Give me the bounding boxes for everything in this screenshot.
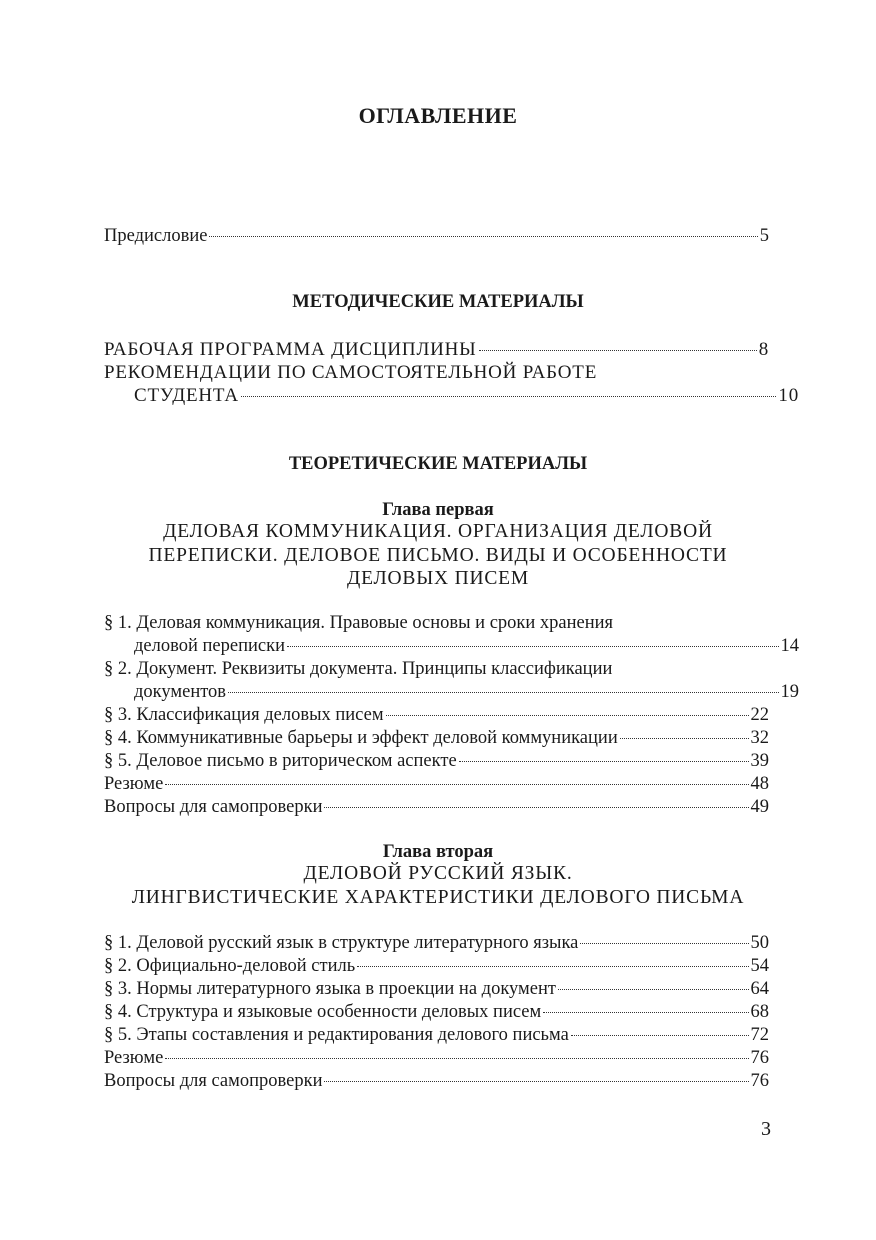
- chapter-title-line: ДЕЛОВЫХ ПИСЕМ: [346, 568, 530, 589]
- chapter-2-label: Глава вторая: [382, 842, 494, 862]
- page-number: 3: [761, 1118, 771, 1140]
- chapter-2-title: [0, 862, 876, 909]
- toc-entry-page: 76: [750, 1048, 769, 1068]
- toc-entry[interactable]: [104, 978, 769, 1001]
- toc-entry[interactable]: [104, 1047, 769, 1070]
- toc-entry-page: 32: [750, 728, 769, 748]
- toc-entry-text: Предисловие: [104, 226, 208, 246]
- toc-entry[interactable]: [104, 796, 769, 819]
- toc-entry-preface[interactable]: [104, 225, 769, 248]
- toc-entry[interactable]: [104, 1024, 769, 1047]
- toc-entry[interactable]: [104, 338, 769, 361]
- toc-entry-text: § 1. Деловой русский язык в структуре литературного языка: [104, 933, 579, 953]
- toc-entry-text: документов: [134, 682, 227, 702]
- toc-entry-text: СТУДЕНТА: [134, 385, 239, 406]
- section-heading-theoretical: ТЕОРЕТИЧЕСКИЕ МАТЕРИАЛЫ: [288, 454, 588, 474]
- toc-entry-page: 39: [750, 751, 769, 771]
- toc-entry[interactable]: [104, 955, 769, 978]
- section-heading-methodical: МЕТОДИЧЕСКИЕ МАТЕРИАЛЫ: [292, 292, 584, 312]
- toc-entry-text: Вопросы для самопроверки: [104, 797, 323, 817]
- toc-entry-text: § 2. Официально-деловой стиль: [104, 956, 356, 976]
- toc-entry[interactable]: [104, 727, 769, 750]
- toc-entry[interactable]: [104, 704, 769, 727]
- leader-dots: [580, 943, 748, 944]
- toc-entry-text: § 4. Коммуникативные барьеры и эффект деловой коммуникации: [104, 728, 618, 748]
- toc-entry-line1[interactable]: § 1. Деловая коммуникация. Правовые основы и сроки хранения: [104, 613, 614, 633]
- toc-entry-page: 64: [750, 979, 769, 999]
- chapter-title-line: ЛИНГВИСТИЧЕСКИЕ ХАРАКТЕРИСТИКИ ДЕЛОВОГО ПИСЬМА: [131, 886, 745, 908]
- toc-entry-text: РАБОЧАЯ ПРОГРАММА ДИСЦИПЛИНЫ: [104, 339, 477, 360]
- toc-entry-line2[interactable]: [104, 681, 799, 704]
- leader-dots: [165, 784, 748, 785]
- toc-entry-page: 72: [750, 1025, 769, 1045]
- toc-entry-page: 48: [750, 774, 769, 794]
- toc-entry[interactable]: [104, 773, 769, 796]
- leader-dots: [459, 761, 749, 762]
- leader-dots: [386, 715, 749, 716]
- toc-entry-text: § 3. Классификация деловых писем: [104, 705, 384, 725]
- leader-dots: [228, 692, 778, 693]
- leader-dots: [165, 1058, 748, 1059]
- toc-entry-page: 54: [750, 956, 769, 976]
- toc-entry-page: 19: [780, 682, 799, 702]
- toc-entry[interactable]: [104, 750, 769, 773]
- toc-entry-text: § 4. Структура и языковые особенности деловых писем: [104, 1002, 542, 1022]
- page-title: ОГЛАВЛЕНИЕ: [358, 103, 518, 128]
- toc-entry-page: 68: [750, 1002, 769, 1022]
- toc-entry-page: 8: [758, 339, 769, 360]
- toc-entry-text: § 3. Нормы литературного языка в проекции на документ: [104, 979, 556, 999]
- toc-entry-text: Резюме: [104, 1048, 164, 1068]
- toc-entry-page: 14: [780, 636, 799, 656]
- chapter-title-line: ПЕРЕПИСКИ. ДЕЛОВОЕ ПИСЬМО. ВИДЫ И ОСОБЕННОСТИ: [148, 544, 728, 566]
- leader-dots: [558, 989, 749, 990]
- toc-entry-text: деловой переписки: [134, 636, 285, 656]
- toc-entry-text: § 5. Этапы составления и редактирования делового письма: [104, 1025, 569, 1045]
- toc-entry-line2[interactable]: [104, 635, 799, 658]
- leader-dots: [543, 1012, 748, 1013]
- toc-entry-line2[interactable]: [104, 384, 799, 407]
- toc-entry-page: 22: [750, 705, 769, 725]
- leader-dots: [209, 236, 757, 237]
- leader-dots: [571, 1035, 749, 1036]
- leader-dots: [287, 646, 779, 647]
- toc-entry-page: 50: [750, 933, 769, 953]
- toc-entry-line1[interactable]: РЕКОМЕНДАЦИИ ПО САМОСТОЯТЕЛЬНОЙ РАБОТЕ: [104, 362, 598, 383]
- toc-entry[interactable]: [104, 932, 769, 955]
- chapter-title-line: ДЕЛОВАЯ КОММУНИКАЦИЯ. ОРГАНИЗАЦИЯ ДЕЛОВОЙ: [163, 521, 713, 542]
- toc-entry-text: § 5. Деловое письмо в риторическом аспекте: [104, 751, 457, 771]
- leader-dots: [324, 807, 748, 808]
- toc-entry-page: 10: [778, 385, 799, 406]
- chapter-1-label: Глава первая: [382, 500, 494, 520]
- chapter-1-title: [0, 520, 876, 591]
- toc-entry-line1[interactable]: § 2. Документ. Реквизиты документа. Принципы классификации: [104, 659, 613, 679]
- leader-dots: [241, 396, 777, 397]
- leader-dots: [620, 738, 749, 739]
- toc-entry-page: 5: [759, 226, 769, 246]
- toc-entry[interactable]: [104, 1001, 769, 1024]
- chapter-title-line: ДЕЛОВОЙ РУССКИЙ ЯЗЫК.: [303, 863, 573, 884]
- toc-entry-text: Вопросы для самопроверки: [104, 1071, 323, 1091]
- toc-entry-text: Резюме: [104, 774, 164, 794]
- toc-entry-page: 76: [750, 1071, 769, 1091]
- toc-entry[interactable]: [104, 1070, 769, 1093]
- leader-dots: [324, 1081, 748, 1082]
- leader-dots: [479, 350, 757, 351]
- leader-dots: [357, 966, 748, 967]
- toc-entry-page: 49: [750, 797, 769, 817]
